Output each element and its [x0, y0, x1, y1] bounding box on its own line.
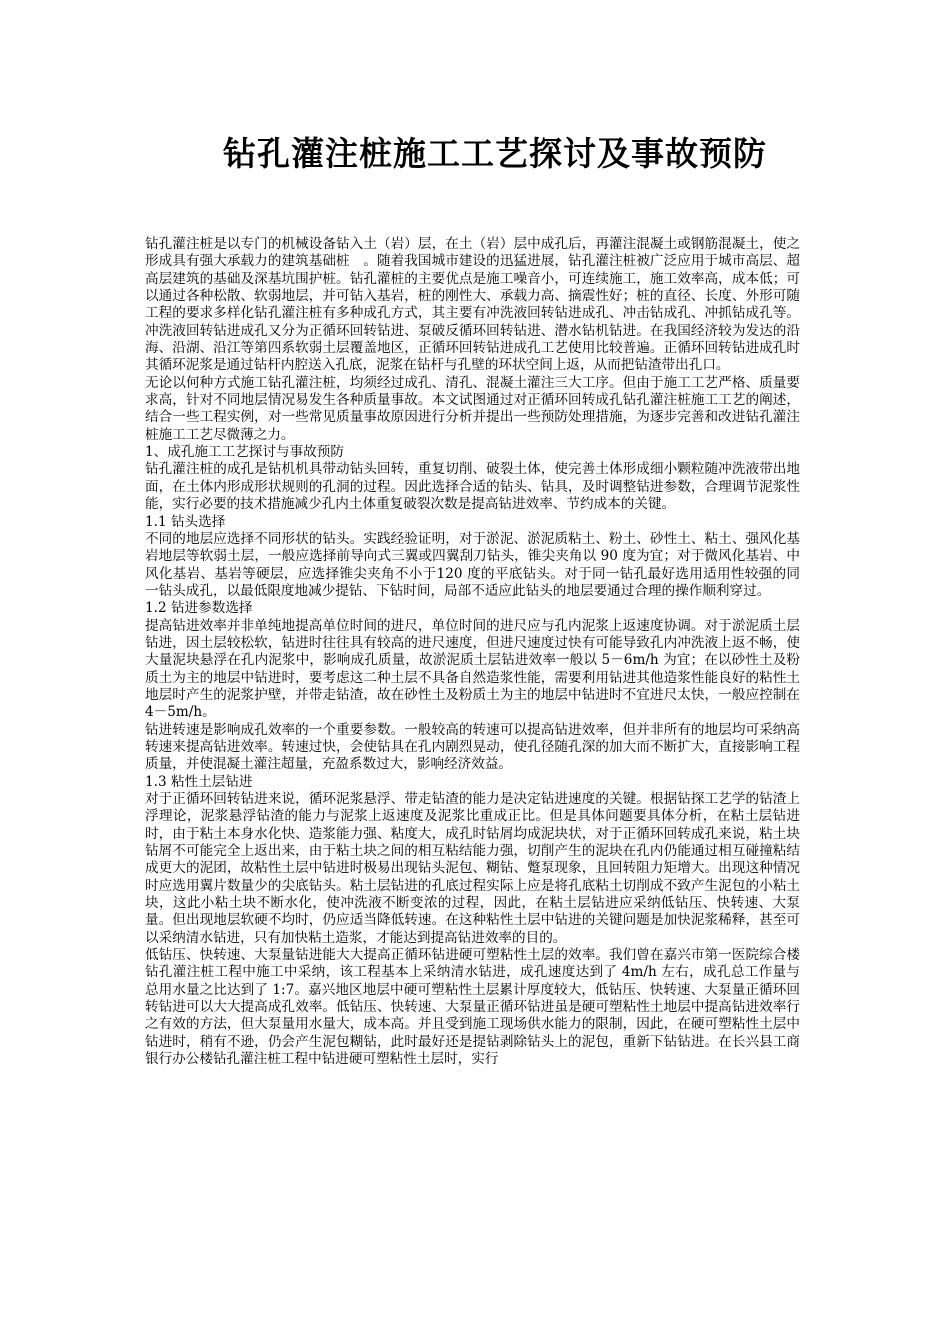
body-paragraph: 无论以何种方式施工钻孔灌注桩，均须经过成孔、清孔、混凝土灌注三大工序。但由于施工工艺严格、质量要求高，针对不同地层情况易发生各种质量事故。本文试图通过对正循环回转成孔钻孔灌注桩施工工艺的阐述，结合一些工程实例，对一些常见质量事故原因进行分析并提出一些预防处理措施，为逐步完善和改进钻孔灌注桩施工工艺尽微薄之力。: [145, 374, 800, 443]
body-paragraph: 低钻压、快转速、大泵量钻进能大大提高正循环钻进硬可塑粘性土层的效率。我们曾在嘉兴市第一医院综合楼钻孔灌注桩工程中施工中采纳，该工程基本上采纳清水钻进，成孔速度达到了 4m/h 左右，成孔总工作量与总用水量之比达到了 1:7。嘉兴地区地层中硬可塑粘性土层累计厚度较大，低钻压、快转速、大泵量正循环回转钻进可以大大提高成孔效率。低钻压、快转速、大泵量正循环钻进虽是硬可塑粘性土地层中提高钻进效率行之有效的方法，但大泵量用水量大，成本高。并且受到施工现场供水能力的限制，因此，在硬可塑粘性土层中钻进时，稍有不逊，仍会产生泥包糊钻，此时最好还是提钻剥除钻头上的泥包，重新下钻钻进。在长兴县工商银行办公楼钻孔灌注桩工程中钻进硬可塑粘性土层时，实行: [145, 947, 800, 1068]
section-heading: 1.3 粘性土层钻进: [145, 773, 253, 790]
body-paragraph: 钻孔灌注桩是以专门的机械设备钻入土（岩）层，在土（岩）层中成孔后，再灌注混凝土或钢筋混凝土，使之形成具有强大承载力的建筑基础桩 。随着我国城市建设的迅猛进展，钻孔灌注桩被广泛应用于城市高层、超高层建筑的基础及深基坑围护桩。钻孔灌桩的主要优点是施工噪音小，可连续施工，施工效率高，成本低；可以通过各种松散、软弱地层，并可钻入基岩，桩的刚性大、承载力高、摘震性好；桩的直径、长度、外形可随工程的要求多样化钻孔灌注桩有多种成孔方式，其主要有冲洗液回转钻进成孔、冲击钻成孔、冲抓钻成孔等。冲洗液回转钻进成孔又分为正循环回转钻进、泵破反循环回转钻进、潜水钻机钻进。在我国经济较为发达的沿海、沿湖、沿江等第四系软弱土层覆盖地区，正循环回转钻进成孔工艺使用比较普遍。正循环回转钻进成孔时其循环泥浆是通过钻杆内腔送入孔底，泥浆在钻杆与孔壁的环状空间上返，从而把钻渣带出孔口。: [145, 236, 800, 374]
body-paragraph: 对于正循环回转钻进来说，循环泥浆悬浮、带走钻渣的能力是决定钻进速度的关键。根据钻探工艺学的钻渣上浮理论，泥浆悬浮钻渣的能力与泥浆上返速度及泥浆比重成正比。但是具体问题要具体分析，在粘土层钻进时，由于粘土本身水化快、造浆能力强、粘度大，成孔时钻屑均成泥块状，对于正循环回转成孔来说，粘土块钻屑不可能完全上返出来，由于粘土块之间的相互粘结能力强，切削产生的泥块在孔内仍能通过相互碰撞粘结成更大的泥团，故粘性土层中钻进时极易出现钻头泥包、糊钻、蹩泵现象，且回转阻力矩增大。出现这种情况时应选用翼片数量少的尖底钻头。粘土层钻进的孔底过程实际上应是将孔底粘土切削成不致产生泥包的小粘土块，这此小粘土块不断水化，使冲洗液不断变浓的过程，因此，在粘土层钻进应采纳低钻压、快转速、大泵量。但出现地层软硬不均时，仍应适当降低转速。在这种粘性土层中钻进的关键问题是加快泥浆稀释，甚至可以采纳清水钻进，只有加快粘土造浆，才能达到提高钻进效率的目的。: [145, 791, 800, 946]
body-paragraph: 钻孔灌注桩的成孔是钻机机具带动钻头回转，重复切削、破裂土体，使完善土体形成细小颗粒随冲洗液带出地面，在土体内形成形状规则的孔洞的过程。因此选择合适的钻头、钻具，及时调整钻进参数，合理调节泥浆性能，实行必要的技术措施减少孔内土体重复破裂次数是提高钻进效率、节约成本的关键。: [145, 461, 800, 513]
body-paragraph: 不同的地层应选择不同形状的钻头。实践经验证明，对于淤泥、淤泥质粘土、粉土、砂性土、粘土、强风化基岩地层等软弱土层，一般应选择前导向式三翼或四翼刮刀钻头，锥尖夹角以 90 度为宜；对于微风化基岩、中风化基岩、基岩等硬层，应选择锥尖夹角不小于120 度的平底钻头。对于同一钻孔最好选用适用性较强的同一钻头成孔，以最低限度地减少提钻、下钻时间，局部不适应此钻头的地层要通过合理的操作顺利穿过。: [145, 530, 800, 599]
section-heading: 1、成孔施工工艺探讨与事故预防: [145, 444, 344, 461]
section-heading: 1.1 钻头选择: [145, 513, 226, 530]
body-paragraph: 提高钻进效率并非单纯地提高单位时间的进尺，单位时间的进尺应与孔内泥浆上返速度协调。对于淤泥质土层钻进，因土层较松软，钻进时往往具有较高的进尺速度，但进尺速度过快有可能导致孔内冲洗液上返不畅，使大量泥块悬浮在孔内泥浆中，影响成孔质量，故淤泥质土层钻进效率一般以 5－6m/h 为宜；在以砂性土及粉质土为主的地层中钻进时，要考虑这二种土层不具备自然造浆性能，需要利用钻进其他造浆性能良好的粘性土地层时产生的泥浆护壁，并带走钻渣，故在砂性土及粉质土为主的地层中钻进时不宜进尺太快，一般应控制在 4－5m/h。: [145, 617, 800, 721]
document-body: [145, 236, 800, 1069]
document-title: 钻孔灌注桩施工工艺探讨及事故预防: [223, 134, 767, 173]
body-paragraph: 钻进转速是影响成孔效率的一个重要参数。一般较高的转速可以提高钻进效率，但并非所有的地层均可采纳高转速来提高钻进效率。转速过快，会使钻具在孔内剧烈晃动，使孔径随孔深的加大而不断扩大，直接影响工程质量，并使混凝土灌注超量，充盈系数过大，影响经济效益。: [145, 721, 800, 773]
section-heading: 1.2 钻进参数选择: [145, 600, 253, 617]
